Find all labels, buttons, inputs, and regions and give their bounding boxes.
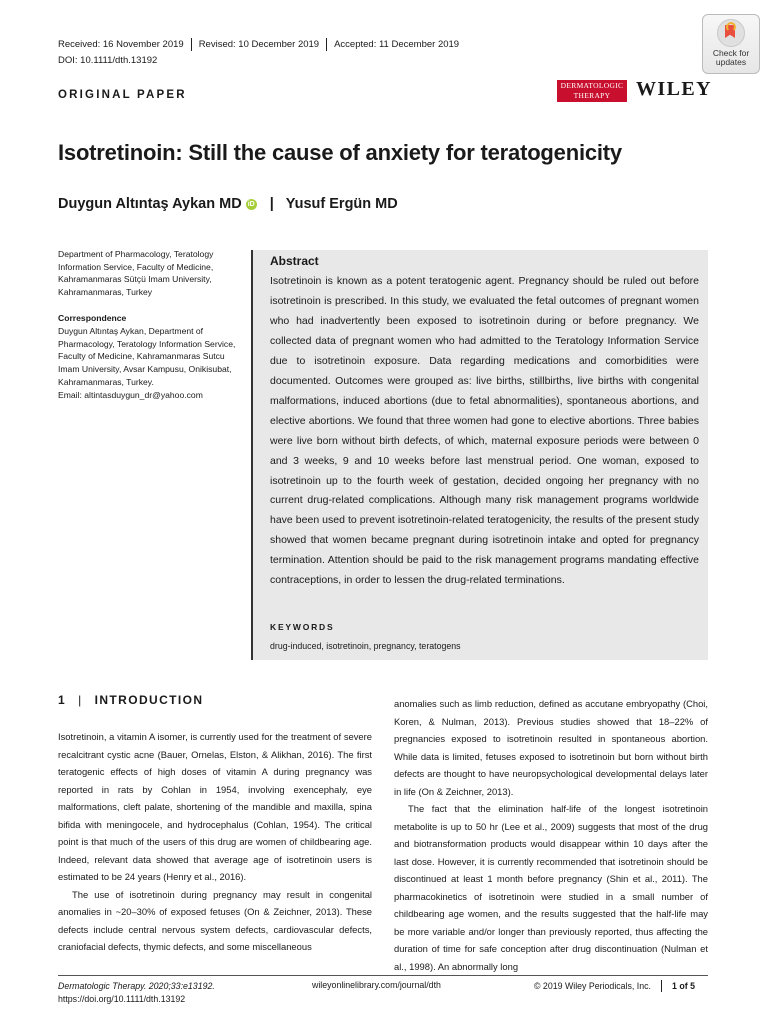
journal-link[interactable]: wileyonlinelibrary.com/journal/dth [312,980,441,990]
paragraph: The fact that the elimination half-life of the longest isotretinoin metabolite is up to 50 hr (Lee et al., 2009) suggests that most of the drug and biotransformation products would disappear within 10 days after the last dose. However, it is currently recommended that isotretinoin should be discontinued at least 1 month before pregnancy (Shin et al., 2011). The pharmacokinetics of isotretinoin were studied in a small number of childbearing age women, and the results suggested that the half-life may be more variable and/or longer than previously reported, thus affecting the duration of time for safe conception after drug discontinuation (Nulman et al., 1998). An abnormally long [394,803,708,972]
divider [326,38,327,51]
received-date: Received: 16 November 2019 [58,39,184,50]
footer-citation [58,980,215,1005]
divider [661,980,662,992]
copyright: © 2019 Wiley Periodicals, Inc. [534,981,651,991]
divider [191,38,192,51]
correspondence-email[interactable]: Email: altintasduygun_dr@yahoo.com [58,389,203,400]
section-number: 1 [58,693,67,707]
author-2[interactable]: Yusuf Ergün MD [285,196,398,212]
author-list [58,196,398,212]
author-separator: | [269,196,274,212]
article-dates [58,38,459,51]
section-separator: | [78,693,83,707]
crossmark-icon [717,19,745,47]
footer-rule [58,975,708,976]
revised-date: Revised: 10 December 2019 [198,39,320,50]
paragraph: Isotretinoin, a vitamin A isomer, is currently used for the treatment of severe recalcitrant cystic acne (Bauer, Ornelas, Elston, & Alikhan, 2016). The first teratogenic effects of high doses of vitamin A during pregnancy was reported in rats by Cohlan in 1954, involving exencephaly, eye malformations, cleft palate, shortening of the mandible and maxilla, spina bifida with meningocele, and hydrocephalus (Cohlan, 1954). The critical point is that much of the users of this drug are women of childbearing age. Indeed, relevant data showed that average age of isotretinoin users is estimated to be 24 years (Henry et al., 2016). [58,731,372,882]
journal-logo-line1: DERMATOLOGIC [560,81,624,90]
journal-logo-line2: THERAPY [573,91,611,100]
keywords: drug-induced, isotretinoin, pregnancy, teratogens [270,641,461,651]
affiliation: Department of Pharmacology, Teratology Information Service, Faculty of Medicine, Kahramanmaras Sütçü Imam University, Kahramanmaras, Turkey [58,249,214,298]
body-column-left [58,728,372,956]
article-title: Isotretinoin: Still the cause of anxiety for teratogenicity [58,140,622,165]
keywords-heading: KEYWORDS [270,622,335,632]
check-label-line1: Check for [712,48,750,58]
paragraph: anomalies such as limb reduction, defined as accutane embryopathy (Choi, Koren, & Nulman, 2013). Previous studies showed that 18–22% of pregnancies exposed to isotretinoin resulted in spontaneous abortion. While data is limited, fetuses exposed to isotretinoin but born without birth defects are thought to have neuropsychological developmental delays later in life (On & Zeichner, 2013). [394,698,708,797]
section-title: INTRODUCTION [94,693,204,707]
article-type: ORIGINAL PAPER [58,89,187,101]
doi-link[interactable]: https://doi.org/10.1111/dth.13192 [58,993,186,1004]
citation-text: Dermatologic Therapy. 2020;33:e13192. [58,981,215,991]
correspondence-heading: Correspondence [58,313,127,323]
section-heading [58,693,203,707]
page-number: 1 of 5 [671,981,695,991]
publisher-logo: WILEY [636,78,712,100]
paragraph: The use of isotretinoin during pregnancy may result in congenital anomalies in ~20–30% of exposed fetuses (On & Zeichner, 2013). These defects include central nervous system defects, cardiovascular defects, craniofacial defects, thymic defects, and some miscellaneous [58,888,372,952]
author-1[interactable]: Duygun Altıntaş Aykan MD [58,196,242,212]
abstract-heading: Abstract [270,254,319,268]
correspondence [58,325,238,401]
orcid-icon[interactable]: iD [247,200,255,208]
check-for-updates-button[interactable] [702,14,760,74]
correspondence-address: Duygun Altıntaş Aykan, Department of Pharmacology, Teratology Information Service, Faculty of Medicine, Kahramanmaras Sutcu Imam University, Avsar Kampusu, Onikisubat, Kahramanmaras, Turkey. [58,326,236,387]
body-column-right [394,695,708,975]
check-label-line2: updates [715,57,747,67]
footer-right [534,980,695,992]
abstract-text: Isotretinoin is known as a potent teratogenic agent. Pregnancy should be ruled out before isotretinoin is prescribed. In this study, we evaluated the fetal outcomes of pregnant women who had inadvertently been exposed to isotretinoin during or before pregnancy. We collected data of pregnant women who had admitted to the Teratology Information Service due to isotretinoin exposure. Data regarding medications and comorbidities were documented. Outcomes were grouped as: live births, stillbirths, live births with congenital malformations, induced abortions (due to fetal abnormalities), spontaneous abortions, and elective abortions. We found that three women had gone to elective abortions. Three babies were live born without birth defects, of which, maternal exposure periods were between 0 and 3 weeks, 9 and 10 weeks before last menstrual period. One woman, exposed to isotretinoin up to the fourth week of gestation, decided ongoing her pregnancy with no current drug-related complications. Although many risk management programs worldwide have been used to prevent isotretinoin-related teratogenicity, the results of the present study showed that women became pregnant during isotretinoin intake and opted for pregnancy termination. Attention should be paid to the risk management programs mandating effective contraceptions, in order to lessen the drug-related terminations. [270,275,699,587]
accepted-date: Accepted: 11 December 2019 [334,39,460,50]
article-doi: DOI: 10.1111/dth.13192 [58,55,158,66]
journal-logo [557,80,627,102]
